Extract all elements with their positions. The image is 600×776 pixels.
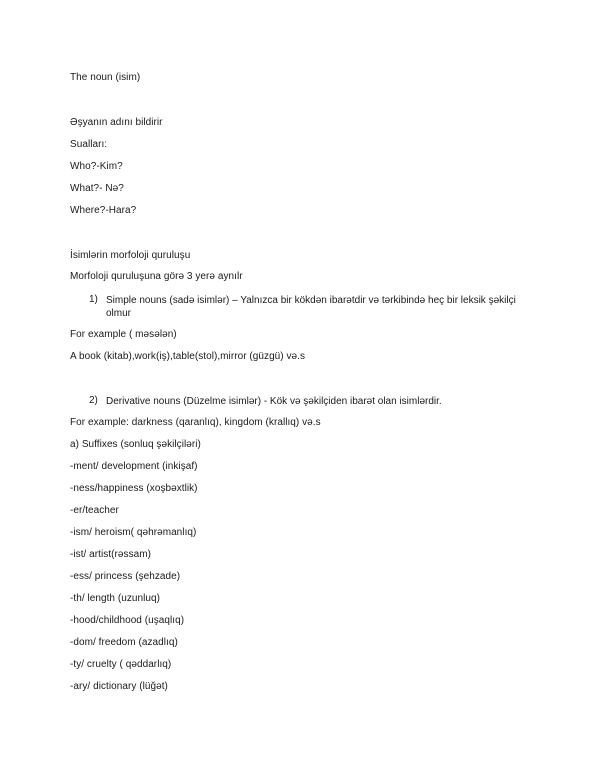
suffix-item: -ess/ princess (şehzade) bbox=[70, 571, 181, 582]
definition-text: Əşyanın adını bildirir bbox=[70, 117, 163, 128]
suffix-item: -ty/ cruelty ( qəddarlıq) bbox=[70, 659, 172, 670]
example-text: A book (kitab),work(iş),table(stol),mirror (güzgü) və.s bbox=[70, 351, 306, 362]
example-text: For example: darkness (qaranlıq), kingdom (krallıq) və.s bbox=[70, 417, 321, 428]
question-item: Where?-Hara? bbox=[70, 205, 137, 216]
suffix-item: -ist/ artist(rəssam) bbox=[70, 549, 151, 560]
question-item: What?- Nə? bbox=[70, 183, 124, 194]
suffix-item: -th/ length (uzunluq) bbox=[70, 593, 160, 604]
morphology-heading: İsimlərin morfoloji quruluşu bbox=[70, 250, 191, 261]
list-number: 1) bbox=[89, 294, 98, 305]
list-number: 2) bbox=[89, 395, 98, 406]
question-item: Who?-Kim? bbox=[70, 161, 123, 172]
morphology-intro: Morfoloji quruluşuna görə 3 yerə aynılr bbox=[70, 271, 243, 282]
questions-label: Sualları: bbox=[70, 139, 108, 150]
suffix-item: -er/teacher bbox=[70, 505, 119, 516]
suffixes-heading: a) Suffixes (sonluq şəkilçiləri) bbox=[70, 439, 201, 450]
document-title: The noun (isim) bbox=[70, 72, 141, 83]
suffix-item: -hood/childhood (uşaqlıq) bbox=[70, 615, 185, 626]
example-label: For example ( məsələn) bbox=[70, 329, 177, 340]
suffix-item: -ness/happiness (xoşbəxtlik) bbox=[70, 483, 198, 494]
suffix-item: -dom/ freedom (azadlıq) bbox=[70, 637, 178, 648]
simple-nouns-item: Simple nouns (sadə isimlər) – Yalnızca bir kökdən ibarətdir və tərkibində heç bir leksik şəkilçi olmur bbox=[106, 295, 516, 319]
suffix-item: -ism/ heroism( qəhrəmanlıq) bbox=[70, 527, 197, 538]
derivative-nouns-item: Derivative nouns (Düzelme isimlər) - Kök və şəkilçiden ibarət olan isimlərdir. bbox=[106, 396, 442, 407]
suffix-item: -ment/ development (inkişaf) bbox=[70, 461, 198, 472]
suffix-item: -ary/ dictionary (lüğət) bbox=[70, 681, 168, 692]
